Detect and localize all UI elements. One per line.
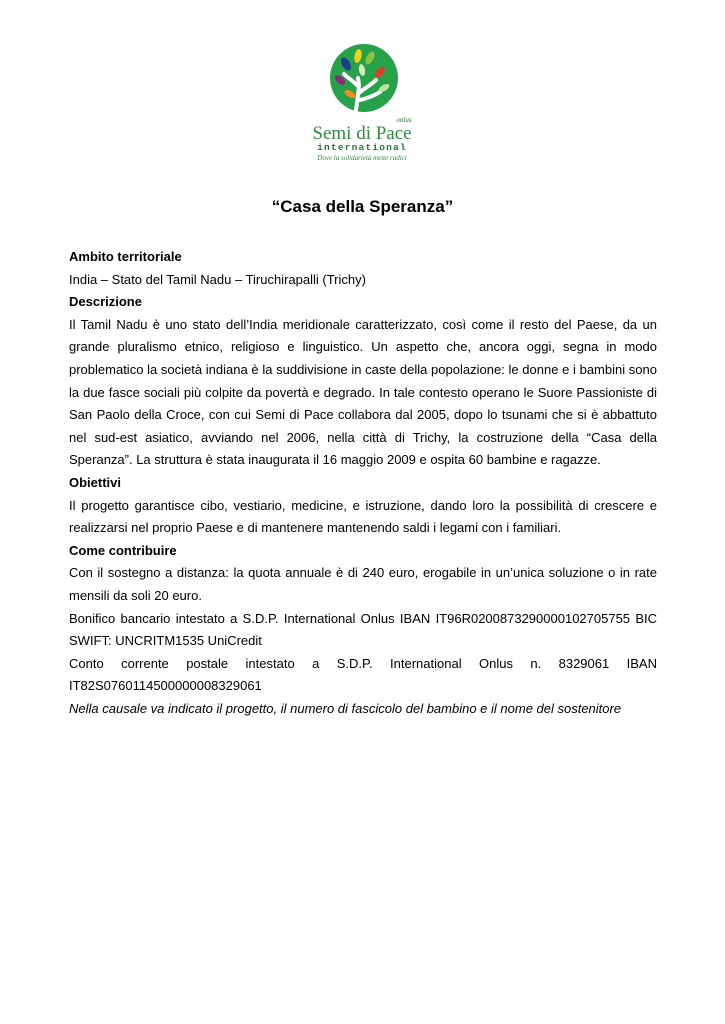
contribuire-text: Con il sostegno a distanza: la quota annuale è di 240 euro, erogabile in un’unica soluzione o in rate mensili da soli 20 euro. [69, 565, 657, 603]
causale-note: Nella causale va indicato il progetto, il numero di fascicolo del bambino e il nome del sostenitore [69, 700, 622, 716]
descrizione-text: Il Tamil Nadu è uno stato dell’India meridionale caratterizzato, così come il resto del Paese, da un grande pluralismo etnico, religioso e linguistico. Un aspetto che, ancora oggi, segna in modo problematico la società indiana è la suddivisione in caste della popolazione: le donne e i bambini sono la due fasce sociali più colpite da povertà e degrado. In tale contesto operano le Suore Passioniste di San Paolo della Croce, con cui Semi di Pace collabora dal 2005, dopo lo tsunami che si è abbattuto nel sud-est asiatico, avviando nel 2006, nella città di Trichy, la costruzione della “Casa della Speranza”. La struttura è stata inaugurata il 16 maggio 2009 e ospita 60 bambine e ragazze. [69, 316, 657, 468]
onlus-label: onlus [396, 116, 412, 124]
bonifico-text: Bonifico bancario intestato a S.D.P. International Onlus IBAN IT96R0200873290000102705755 BIC SWIFT: UNCRITM1535 UniCredit [69, 610, 657, 649]
brand-tagline: Dove la solidarietà mette radici [317, 154, 407, 162]
tree-logo-icon [300, 44, 424, 164]
obiettivi-heading: Obiettivi [69, 474, 122, 490]
ambito-heading: Ambito territoriale [69, 249, 182, 264]
contribuire-heading: Come contribuire [69, 542, 177, 558]
brand-name: Semi di Pace [312, 123, 412, 144]
descrizione-heading: Descrizione [69, 294, 142, 310]
brand-subtitle: international [317, 142, 407, 153]
ambito-text: India – Stato del Tamil Nadu – Tiruchirapalli (Trichy) [69, 271, 366, 287]
semi-di-pace-logo [300, 44, 424, 164]
conto-postale-text: Conto corrente postale intestato a S.D.P. International Onlus n. 8329061 IBAN IT82S0760114500000008329061 [69, 655, 657, 694]
page-title: “Casa della Speranza” [271, 197, 454, 216]
document-body [69, 246, 657, 720]
obiettivi-text: Il progetto garantisce cibo, vestiario, medicine, e istruzione, dando loro la possibilità di crescere e realizzarsi nel proprio Paese e di mantenere mantenendo saldi i legami con i familiari. [69, 497, 657, 536]
